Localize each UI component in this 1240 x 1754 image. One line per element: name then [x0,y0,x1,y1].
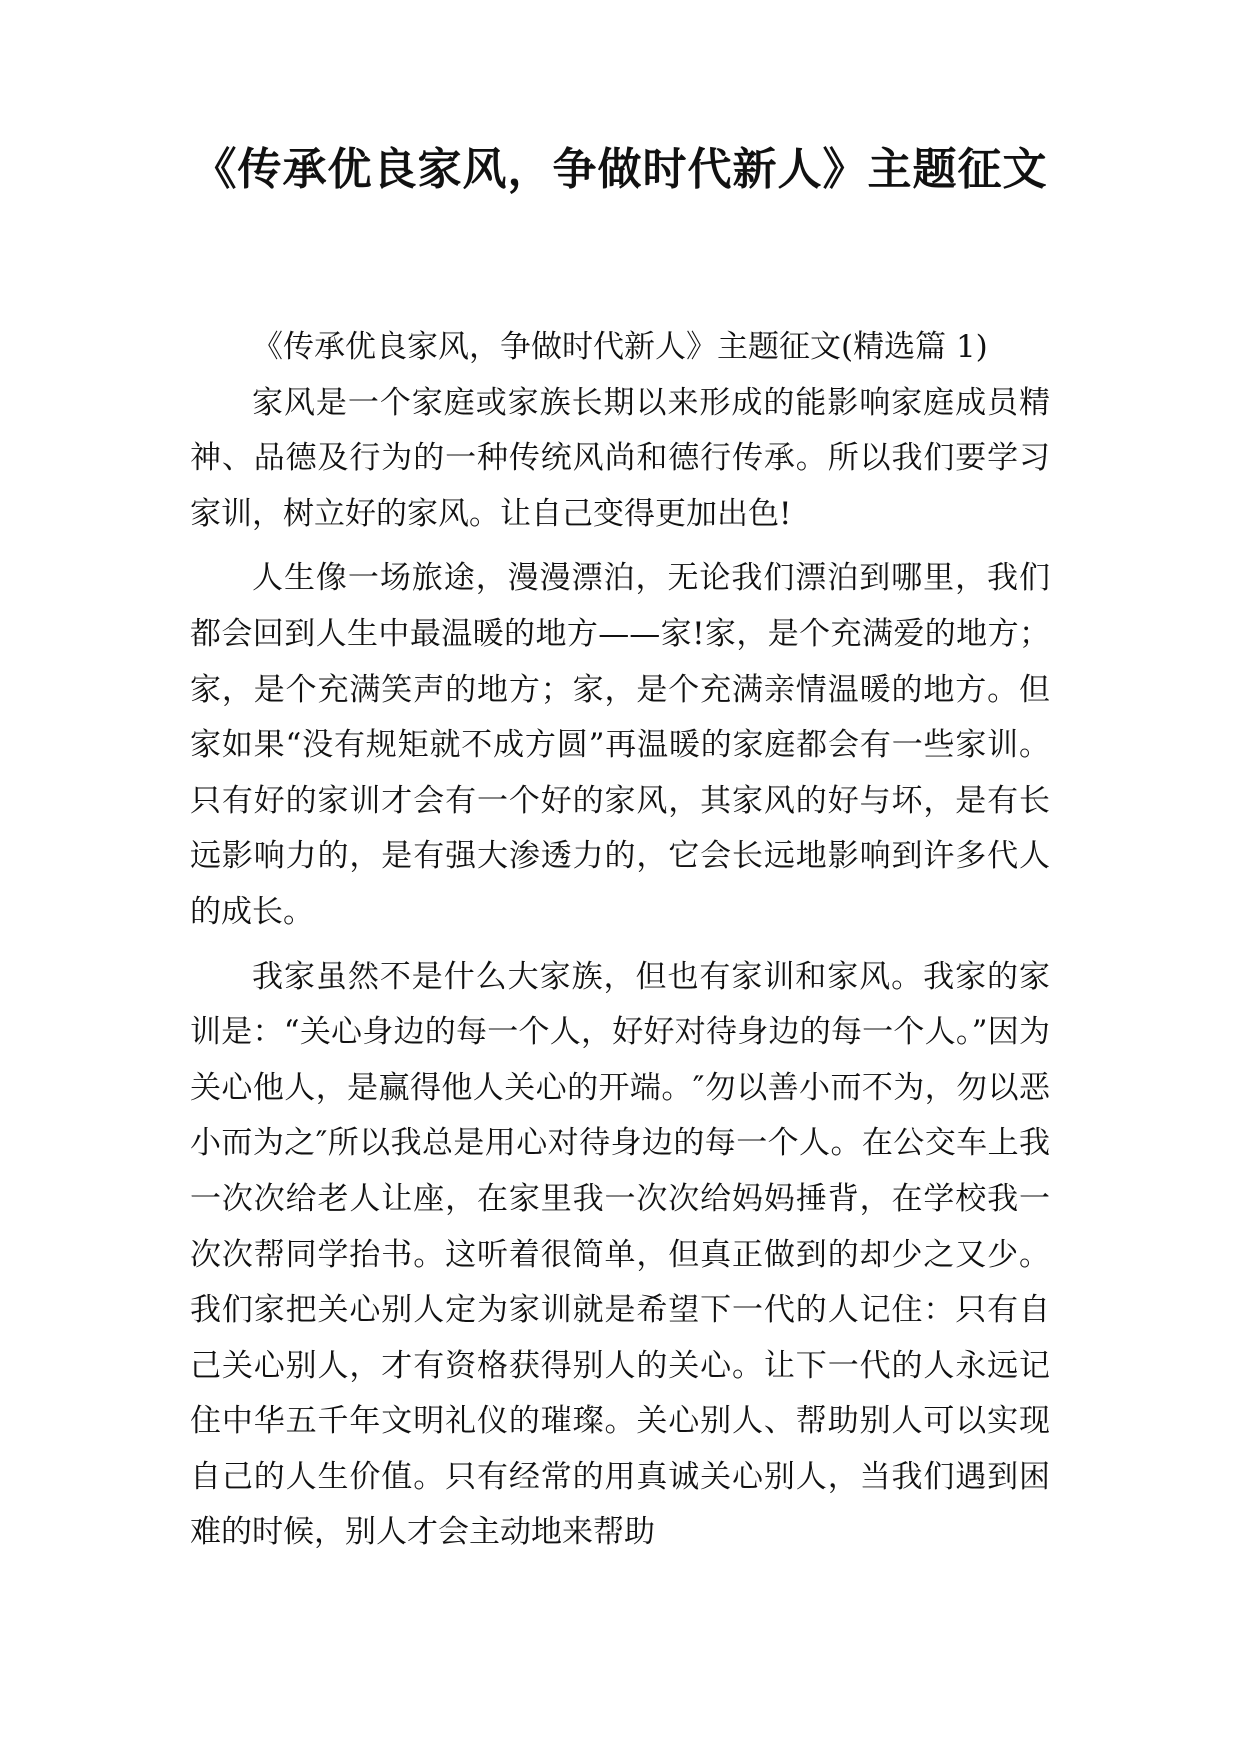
paragraph: 我家虽然不是什么大家族，但也有家训和家风。我家的家训是：“关心身边的每一个人，好好对待身边的每一个人。”因为关心他人，是赢得他人关心的开端。″勿以善小而不为，勿以恶小而为之″所以我总是用心对待身边的每一个人。在公交车上我一次次给老人让座，在家里我一次次给妈妈捶背，在学校我一次次帮同学抬书。这听着很简单，但真正做到的却少之又少。我们家把关心别人定为家训就是希望下一代的人记住：只有自己关心别人，才有资格获得别人的关心。让下一代的人永远记住中华五千年文明礼仪的璀璨。关心别人、帮助别人可以实现自己的人生价值。只有经常的用真诚关心别人，当我们遇到困难的时候，别人才会主动地来帮助 [190,958,1050,1551]
paragraph: 人生像一场旅途，漫漫漂泊，无论我们漂泊到哪里，我们都会回到人生中最温暖的地方——家!家，是个充满爱的地方；家，是个充满笑声的地方；家，是个充满亲情温暖的地方。但家如果“没有规矩就不成方圆”再温暖的家庭都会有一些家训。只有好的家训才会有一个好的家风，其家风的好与坏，是有长远影响力的，是有强大渗透力的，它会长远地影响到许多代人的成长。 [190,560,1050,930]
section-subtitle: 《传承优良家风，争做时代新人》主题征文(精选篇 1) [252,329,988,365]
paragraph: 家风是一个家庭或家族长期以来形成的能影响家庭成员精神、品德及行为的一种传统风尚和德行传承。所以我们要学习家训，树立好的家风。让自己变得更加出色! [190,384,1050,532]
document-title: 《传承优良家风，争做时代新人》主题征文 [192,144,1048,195]
document-body [190,320,1050,1570]
